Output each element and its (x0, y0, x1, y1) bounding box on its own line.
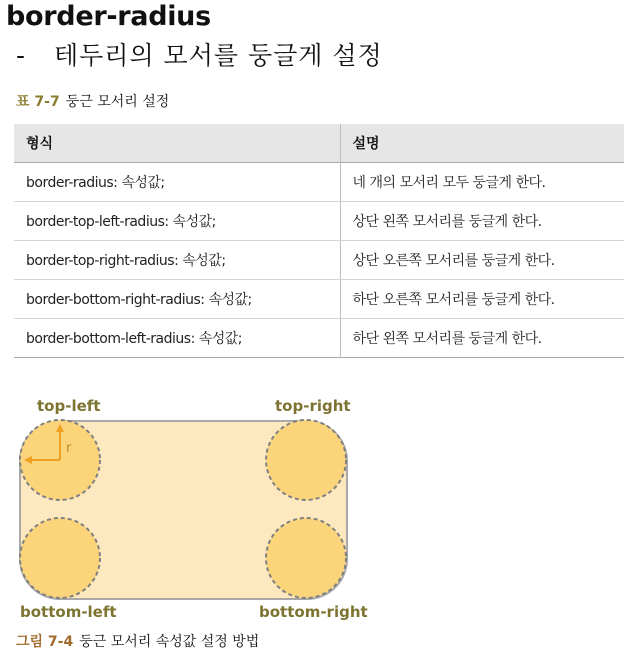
format-cell: border-bottom-left-radius: 속성값; (26, 331, 243, 347)
top-right-label: top-right (275, 397, 351, 415)
page-title: border-radius (6, 1, 211, 32)
description-cell: 하단 오른쪽 모서리를 둥글게 한다. (340, 280, 624, 319)
table-row (14, 202, 624, 241)
format-cell: border-bottom-right-radius: 속성값; (14, 280, 340, 319)
table-row (14, 280, 624, 319)
figure-caption (16, 632, 259, 652)
header-format: 형식 (14, 124, 340, 163)
table-caption-label: 표 7-7 (16, 94, 60, 110)
bottom-left-corner-circle (20, 518, 100, 598)
page-subtitle (16, 38, 383, 74)
bottom-right-label: bottom-right (259, 603, 368, 621)
table-caption-text: 둥근 모서리 설정 (65, 94, 170, 110)
border-radius-table (14, 124, 624, 358)
figure-caption-text: 둥근 모서리 속성값 설정 방법 (79, 634, 260, 650)
table-row (14, 163, 624, 202)
radius-label: r (66, 441, 72, 456)
format-cell: border-top-right-radius: 속성값; (14, 241, 340, 280)
border-radius-diagram (0, 388, 380, 628)
header-description: 설명 (340, 124, 624, 163)
description-cell: 네 개의 모서리 모두 둥글게 한다. (340, 163, 624, 202)
figure-caption-label: 그림 7-4 (16, 634, 74, 650)
format-cell: border-top-left-radius: 속성값; (14, 202, 340, 241)
top-left-label: top-left (37, 397, 101, 415)
format-cell: border-radius: 속성값; (14, 163, 340, 202)
bottom-right-corner-circle (266, 518, 346, 598)
table-row (14, 319, 624, 358)
table-header-row (14, 124, 624, 163)
top-right-corner-circle (266, 420, 346, 500)
table-row (14, 241, 624, 280)
subtitle-dash: - (16, 41, 27, 70)
description-cell: 하단 왼쪽 모서리를 둥글게 한다. (340, 319, 624, 358)
table-caption (16, 92, 169, 112)
description-cell: 상단 오른쪽 모서리를 둥글게 한다. (340, 241, 624, 280)
bottom-left-label: bottom-left (20, 603, 117, 621)
description-cell: 상단 왼쪽 모서리를 둥글게 한다. (340, 202, 624, 241)
subtitle-text: 테두리의 모서를 둥글게 설정 (54, 41, 383, 70)
